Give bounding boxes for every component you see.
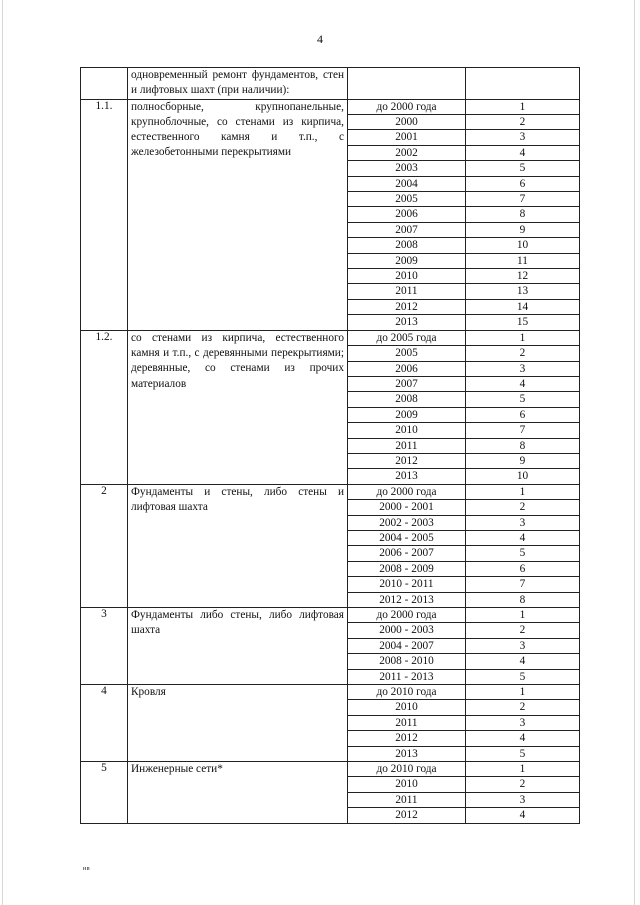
page-number: 4 xyxy=(317,32,323,46)
table-row xyxy=(81,608,580,623)
value-cell: 5 xyxy=(466,392,580,407)
row-number xyxy=(81,68,128,100)
table-row-intro xyxy=(81,68,580,100)
value-cell: 1 xyxy=(466,484,580,499)
value-cell-empty xyxy=(466,68,580,100)
year-cell-empty xyxy=(348,68,466,100)
year-cell: 2013 xyxy=(348,469,466,484)
year-cell: 2000 xyxy=(348,115,466,130)
year-cell: 2013 xyxy=(348,315,466,330)
year-cell: 2008 xyxy=(348,238,466,253)
value-cell: 11 xyxy=(466,253,580,268)
year-cell: 2012 xyxy=(348,453,466,468)
year-cell: 2001 xyxy=(348,130,466,145)
year-cell: 2000 - 2003 xyxy=(348,623,466,638)
value-cell: 1 xyxy=(466,99,580,114)
value-cell: 1 xyxy=(466,762,580,777)
year-cell: 2010 xyxy=(348,423,466,438)
value-cell: 4 xyxy=(466,530,580,545)
value-cell: 2 xyxy=(466,115,580,130)
value-cell: 5 xyxy=(466,746,580,761)
value-cell: 10 xyxy=(466,469,580,484)
year-cell: 2010 xyxy=(348,777,466,792)
year-cell: 2011 xyxy=(348,438,466,453)
value-cell: 5 xyxy=(466,546,580,561)
table-row xyxy=(81,685,580,700)
section-number: 2 xyxy=(81,484,128,607)
value-cell: 1 xyxy=(466,608,580,623)
year-cell: 2003 xyxy=(348,161,466,176)
year-cell: до 2000 года xyxy=(348,608,466,623)
value-cell: 2 xyxy=(466,700,580,715)
section-description: со стенами из кирпича, естественного камня и т.п., с деревянными перекрытиями; деревянные, со стенами из прочих материалов xyxy=(128,330,348,484)
repair-schedule-table xyxy=(80,67,580,824)
year-cell: 2011 xyxy=(348,715,466,730)
section-number: 5 xyxy=(81,762,128,824)
year-cell: 2005 xyxy=(348,346,466,361)
value-cell: 7 xyxy=(466,577,580,592)
scan-edge-left xyxy=(2,0,3,905)
value-cell: 9 xyxy=(466,222,580,237)
value-cell: 1 xyxy=(466,330,580,345)
year-cell: до 2000 года xyxy=(348,99,466,114)
value-cell: 6 xyxy=(466,407,580,422)
section-description: Фундаменты либо стены, либо лифтовая шахта xyxy=(128,608,348,685)
value-cell: 10 xyxy=(466,238,580,253)
year-cell: 2009 xyxy=(348,407,466,422)
value-cell: 4 xyxy=(466,145,580,160)
value-cell: 3 xyxy=(466,361,580,376)
value-cell: 2 xyxy=(466,500,580,515)
value-cell: 8 xyxy=(466,207,580,222)
value-cell: 2 xyxy=(466,777,580,792)
value-cell: 3 xyxy=(466,515,580,530)
year-cell: 2008 - 2009 xyxy=(348,561,466,576)
section-number: 1.1. xyxy=(81,99,128,330)
section-description: полносборные, крупнопанельные, крупноблочные, со стенами из кирпича, естественного камня и т.п., с железобетонными перекрытиями xyxy=(128,99,348,330)
year-cell: 2002 - 2003 xyxy=(348,515,466,530)
value-cell: 2 xyxy=(466,346,580,361)
section-number: 4 xyxy=(81,685,128,762)
value-cell: 8 xyxy=(466,592,580,607)
value-cell: 4 xyxy=(466,654,580,669)
year-cell: 2010 xyxy=(348,700,466,715)
year-cell: до 2010 года xyxy=(348,762,466,777)
year-cell: 2012 xyxy=(348,299,466,314)
value-cell: 7 xyxy=(466,192,580,207)
value-cell: 14 xyxy=(466,299,580,314)
year-cell: 2004 xyxy=(348,176,466,191)
footer-mark: нв xyxy=(83,866,91,872)
year-cell: 2011 - 2013 xyxy=(348,669,466,684)
year-cell: 2010 xyxy=(348,269,466,284)
value-cell: 13 xyxy=(466,284,580,299)
year-cell: 2010 - 2011 xyxy=(348,577,466,592)
value-cell: 15 xyxy=(466,315,580,330)
value-cell: 6 xyxy=(466,561,580,576)
year-cell: 2004 - 2005 xyxy=(348,530,466,545)
section-description: Фундаменты и стены, либо стены и лифтовая шахта xyxy=(128,484,348,607)
value-cell: 1 xyxy=(466,685,580,700)
section-number: 1.2. xyxy=(81,330,128,484)
year-cell: 2006 xyxy=(348,361,466,376)
year-cell: 2006 xyxy=(348,207,466,222)
row-description: одновременный ремонт фундаментов, стен и лифтовых шахт (при наличии): xyxy=(128,68,348,100)
value-cell: 2 xyxy=(466,623,580,638)
section-description: Инженерные сети* xyxy=(128,762,348,824)
value-cell: 4 xyxy=(466,376,580,391)
scan-edge-right xyxy=(634,0,635,905)
year-cell: 2007 xyxy=(348,222,466,237)
year-cell: 2006 - 2007 xyxy=(348,546,466,561)
year-cell: 2008 xyxy=(348,392,466,407)
year-cell: 2009 xyxy=(348,253,466,268)
table-row xyxy=(81,99,580,114)
year-cell: 2011 xyxy=(348,284,466,299)
value-cell: 5 xyxy=(466,161,580,176)
year-cell: 2000 - 2001 xyxy=(348,500,466,515)
value-cell: 4 xyxy=(466,731,580,746)
value-cell: 4 xyxy=(466,808,580,823)
year-cell: до 2000 года xyxy=(348,484,466,499)
value-cell: 6 xyxy=(466,176,580,191)
value-cell: 12 xyxy=(466,269,580,284)
section-description: Кровля xyxy=(128,685,348,762)
year-cell: 2012 - 2013 xyxy=(348,592,466,607)
year-cell: 2008 - 2010 xyxy=(348,654,466,669)
value-cell: 7 xyxy=(466,423,580,438)
year-cell: 2007 xyxy=(348,376,466,391)
table-row xyxy=(81,484,580,499)
value-cell: 3 xyxy=(466,130,580,145)
year-cell: 2002 xyxy=(348,145,466,160)
value-cell: 9 xyxy=(466,453,580,468)
value-cell: 8 xyxy=(466,438,580,453)
value-cell: 3 xyxy=(466,792,580,807)
year-cell: 2012 xyxy=(348,731,466,746)
section-number: 3 xyxy=(81,608,128,685)
value-cell: 3 xyxy=(466,715,580,730)
value-cell: 5 xyxy=(466,669,580,684)
table-row xyxy=(81,330,580,345)
year-cell: 2013 xyxy=(348,746,466,761)
year-cell: до 2005 года xyxy=(348,330,466,345)
year-cell: до 2010 года xyxy=(348,685,466,700)
year-cell: 2012 xyxy=(348,808,466,823)
value-cell: 3 xyxy=(466,638,580,653)
table-body xyxy=(81,68,580,824)
year-cell: 2004 - 2007 xyxy=(348,638,466,653)
table-row xyxy=(81,762,580,777)
year-cell: 2005 xyxy=(348,192,466,207)
year-cell: 2011 xyxy=(348,792,466,807)
